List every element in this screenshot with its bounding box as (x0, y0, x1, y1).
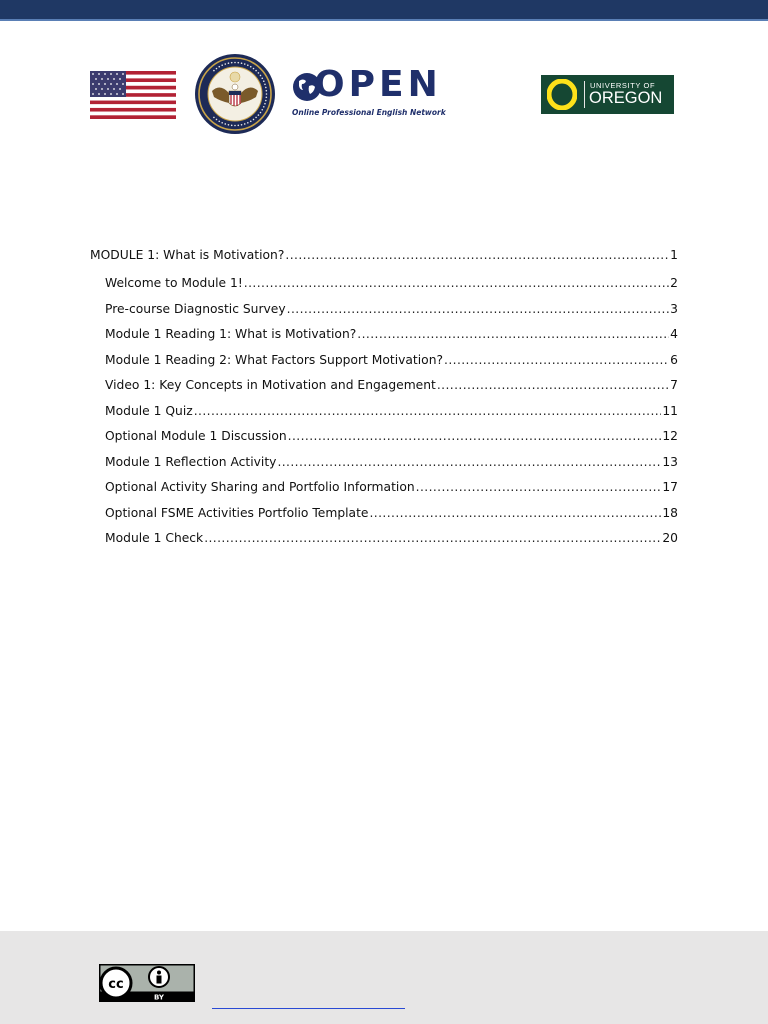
open-wordmark: OPEN (314, 64, 442, 105)
toc-dot-leader (287, 302, 670, 316)
toc-entry[interactable] (90, 353, 678, 379)
toc-entry-title: Welcome to Module 1! (105, 276, 243, 290)
toc-entry[interactable] (90, 248, 678, 276)
toc-page-number: 18 (662, 505, 678, 520)
uo-oregon: OREGON (589, 89, 663, 107)
toc-dot-leader (285, 248, 669, 262)
open-logo (292, 64, 446, 120)
toc-entry[interactable] (90, 480, 678, 506)
toc-entry-title: Module 1 Quiz (105, 403, 193, 418)
toc-dot-leader (369, 506, 661, 520)
toc-page-number: 2 (670, 276, 678, 290)
toc-entry-title: MODULE 1: What is Motivation? (90, 248, 285, 262)
toc-entry[interactable] (90, 506, 678, 532)
toc-entry-title: Module 1 Check (105, 531, 204, 545)
toc-entry[interactable] (90, 378, 678, 404)
toc-dot-leader (416, 480, 662, 494)
toc-dot-leader (204, 531, 661, 545)
cc-by-license-icon[interactable] (99, 964, 195, 1002)
toc-page-number: 11 (662, 403, 678, 418)
toc-dot-leader (288, 429, 662, 443)
toc-page-number: 7 (670, 378, 678, 392)
toc-dot-leader (437, 378, 669, 392)
toc-entry[interactable] (90, 455, 678, 481)
toc-page-number: 6 (670, 352, 678, 367)
toc-page-number: 4 (670, 327, 678, 341)
toc-entry[interactable] (90, 276, 678, 302)
toc-entry-title: Optional Module 1 Discussion (105, 429, 287, 443)
svg-text:cc: cc (108, 977, 124, 992)
toc-dot-leader (194, 404, 662, 418)
toc-entry-title: Video 1: Key Concepts in Motivation and Engagement (105, 378, 436, 392)
toc-entry-title: Optional Activity Sharing and Portfolio Information (105, 480, 415, 494)
uo-university-of: UNIVERSITY OF (590, 81, 656, 90)
toc-entry-title: Pre-course Diagnostic Survey (105, 301, 286, 316)
toc-entry-title: Module 1 Reading 1: What is Motivation? (105, 327, 357, 341)
toc-entry[interactable] (90, 531, 678, 557)
toc-entry-title: Optional FSME Activities Portfolio Template (105, 505, 369, 520)
toc-page-number: 3 (670, 301, 678, 316)
top-bar (0, 0, 768, 21)
toc-page-number: 17 (662, 480, 678, 494)
toc-page-number: 13 (662, 454, 678, 469)
license-by-label: BY (153, 993, 165, 1002)
toc-page-number: 20 (662, 531, 678, 545)
toc-dot-leader (357, 327, 669, 341)
us-flag-icon (90, 71, 176, 119)
toc-entry[interactable] (90, 302, 678, 328)
oregon-o-icon (547, 79, 577, 110)
toc-page-number: 12 (662, 429, 678, 443)
toc-entry-title: Module 1 Reading 2: What Factors Support Motivation? (105, 352, 444, 367)
table-of-contents (90, 248, 678, 557)
toc-entry[interactable] (90, 327, 678, 353)
toc-dot-leader (277, 455, 661, 469)
open-subtitle: Online Professional English Network (292, 108, 446, 117)
toc-entry[interactable] (90, 429, 678, 455)
logo-divider (584, 81, 585, 108)
university-of-oregon-logo (541, 75, 674, 114)
department-of-state-seal-icon (194, 53, 276, 135)
toc-dot-leader (244, 276, 669, 290)
toc-entry-title: Module 1 Reflection Activity (105, 454, 277, 469)
toc-entry[interactable] (90, 404, 678, 430)
toc-page-number: 1 (670, 248, 678, 262)
toc-dot-leader (444, 353, 669, 367)
footer-link-underline[interactable] (212, 1008, 405, 1009)
